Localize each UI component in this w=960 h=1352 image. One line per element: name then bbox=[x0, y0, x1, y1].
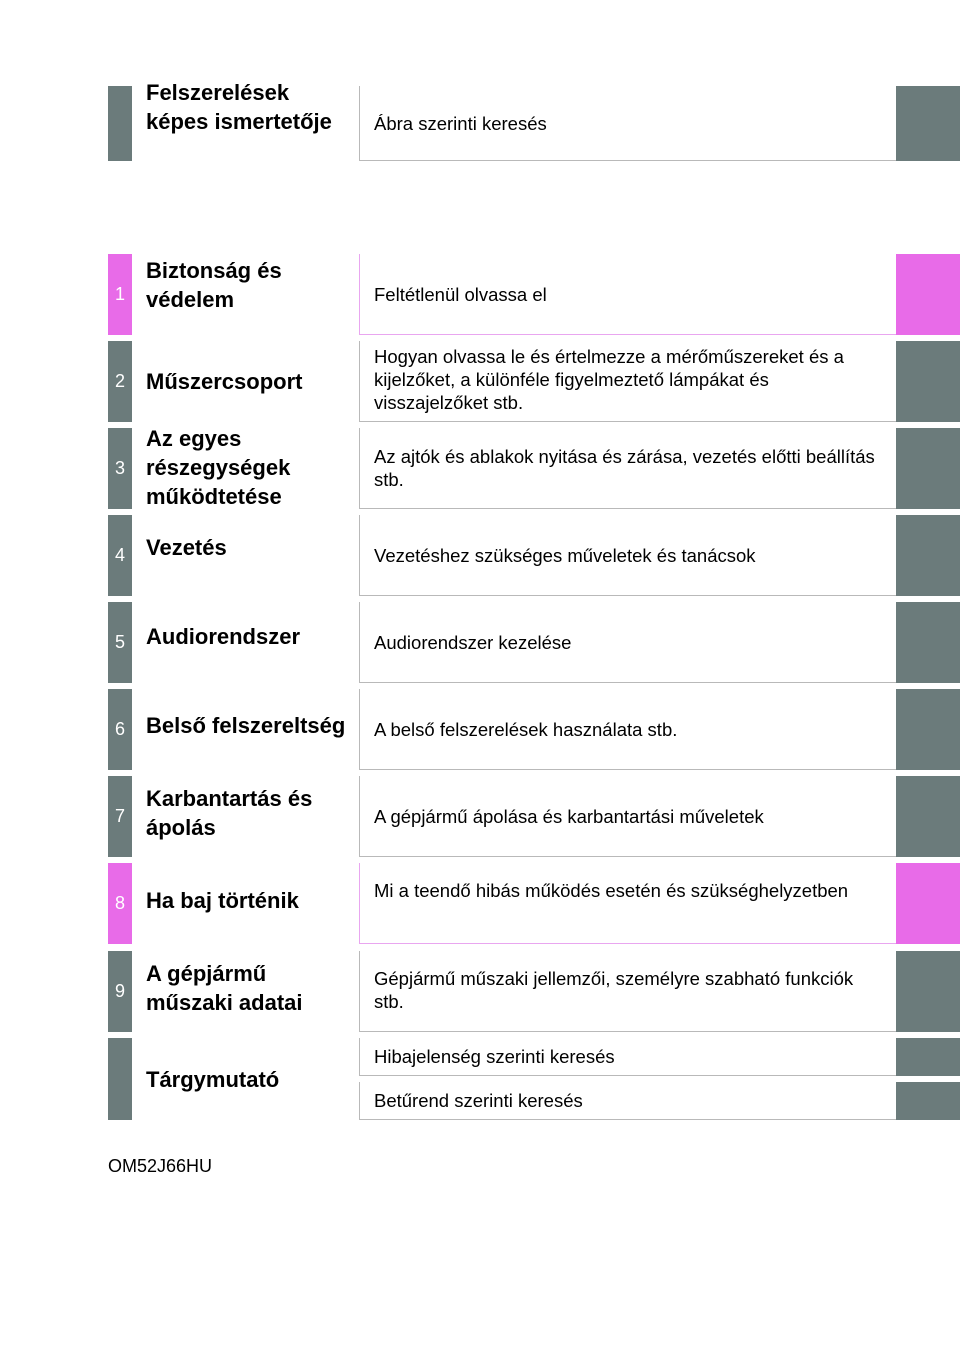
index-tab-left bbox=[108, 1038, 132, 1120]
chapter-number: 9 bbox=[108, 951, 132, 1032]
chapter-desc[interactable]: Mi a teendő hibás működés esetén és szükséghelyzetben bbox=[359, 863, 896, 944]
chapter-title[interactable]: A gépjármű műszaki adatai bbox=[146, 960, 303, 1015]
chapter-title[interactable]: Biztonság és védelem bbox=[146, 257, 282, 312]
chapter-side-tab[interactable] bbox=[896, 428, 960, 509]
chapter-row-5[interactable] bbox=[0, 602, 960, 683]
chapter-number: 6 bbox=[108, 689, 132, 770]
header-desc[interactable]: Ábra szerinti keresés bbox=[359, 86, 896, 161]
chapter-desc[interactable]: Vezetéshez szükséges műveletek és tanácsok bbox=[359, 515, 896, 596]
index-title[interactable]: Tárgymutató bbox=[146, 1066, 280, 1092]
chapter-desc[interactable]: A gépjármű ápolása és karbantartási műveletek bbox=[359, 776, 896, 857]
chapter-title[interactable]: Műszercsoport bbox=[146, 369, 303, 394]
chapter-title[interactable]: Audiorendszer bbox=[146, 624, 301, 649]
chapter-side-tab[interactable] bbox=[896, 951, 960, 1032]
chapter-title[interactable]: Ha baj történik bbox=[146, 888, 299, 913]
chapter-desc[interactable]: Audiorendszer kezelése bbox=[359, 602, 896, 683]
chapter-side-tab[interactable] bbox=[896, 254, 960, 335]
chapter-row-4[interactable] bbox=[0, 515, 960, 596]
chapter-row-2[interactable] bbox=[0, 341, 960, 422]
chapter-side-tab[interactable] bbox=[896, 602, 960, 683]
chapter-title[interactable]: Belső felszereltség bbox=[146, 713, 346, 738]
chapter-desc[interactable]: Hogyan olvassa le és értelmezze a mérőműszereket és a kijelzőket, a különféle figyelmeztető lámpákat és visszajelzőket stb. bbox=[359, 341, 896, 422]
chapter-side-tab[interactable] bbox=[896, 341, 960, 422]
chapter-number: 2 bbox=[108, 341, 132, 422]
chapter-row-7[interactable] bbox=[0, 776, 960, 857]
index-row bbox=[0, 1038, 960, 1120]
header-side-tab[interactable] bbox=[896, 86, 960, 161]
chapter-row-9[interactable] bbox=[0, 951, 960, 1032]
chapter-row-3[interactable] bbox=[0, 425, 960, 509]
chapter-side-tab[interactable] bbox=[896, 515, 960, 596]
chapter-number: 5 bbox=[108, 602, 132, 683]
chapter-number: 4 bbox=[108, 515, 132, 596]
chapter-side-tab[interactable] bbox=[896, 776, 960, 857]
header-row bbox=[0, 80, 960, 161]
chapter-desc[interactable]: Feltétlenül olvassa el bbox=[359, 254, 896, 335]
chapter-number: 7 bbox=[108, 776, 132, 857]
chapter-title[interactable]: Vezetés bbox=[146, 535, 227, 560]
chapter-number: 8 bbox=[108, 863, 132, 944]
chapter-row-8[interactable] bbox=[0, 863, 960, 944]
index-desc-symptom[interactable]: Hibajelenség szerinti keresés bbox=[359, 1038, 896, 1076]
index-side-tab-2[interactable] bbox=[896, 1082, 960, 1120]
index-desc-alphabetical[interactable]: Betűrend szerinti keresés bbox=[359, 1082, 896, 1120]
index-side-tab-1[interactable] bbox=[896, 1038, 960, 1076]
document-code: OM52J66HU bbox=[108, 1156, 213, 1176]
chapter-desc[interactable]: A belső felszerelések használata stb. bbox=[359, 689, 896, 770]
chapter-desc[interactable]: Az ajtók és ablakok nyitása és zárása, vezetés előtti beállítás stb. bbox=[359, 428, 896, 509]
chapter-side-tab[interactable] bbox=[896, 863, 960, 944]
chapter-desc[interactable]: Gépjármű műszaki jellemzői, személyre szabható funkciók stb. bbox=[359, 951, 896, 1032]
header-tab-left bbox=[108, 86, 132, 161]
chapter-title[interactable]: Karbantartás és ápolás bbox=[146, 785, 313, 840]
chapter-number: 1 bbox=[108, 254, 132, 335]
chapter-title[interactable]: Az egyes részegységek működtetése bbox=[146, 425, 291, 509]
header-title: Felszerelések képes ismertetője bbox=[146, 80, 332, 134]
chapter-number: 3 bbox=[108, 428, 132, 509]
chapter-side-tab[interactable] bbox=[896, 689, 960, 770]
chapter-row-6[interactable] bbox=[0, 689, 960, 770]
chapter-row-1[interactable] bbox=[0, 254, 960, 335]
